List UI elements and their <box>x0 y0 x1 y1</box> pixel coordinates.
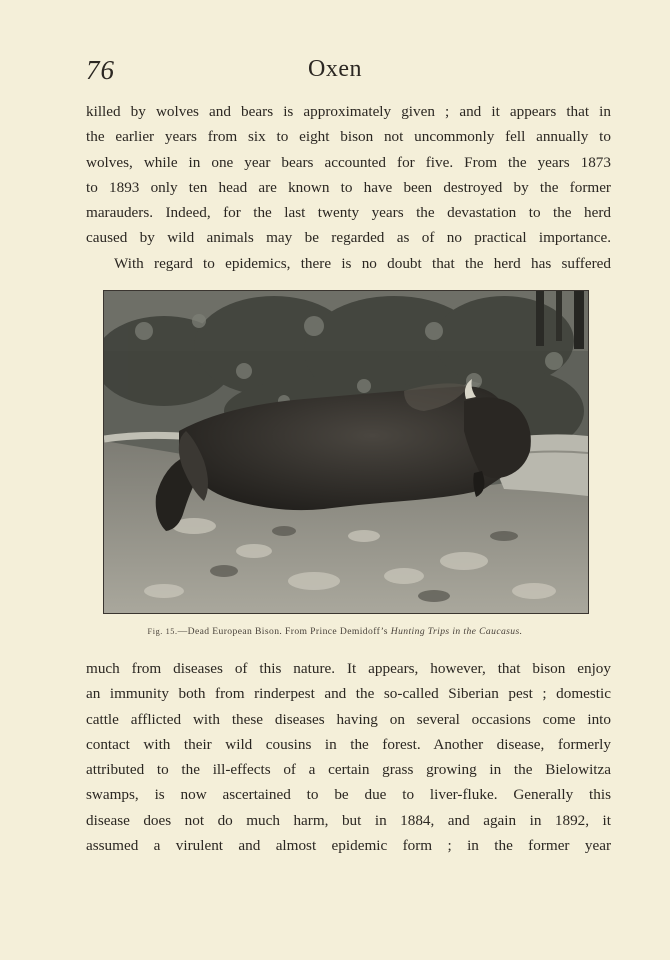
caption-text: Dead European Bison. From Prince Demidoff’s <box>187 626 388 637</box>
text-line: disease does not do much harm, but in 1884, and again in 1892, it <box>86 811 611 829</box>
text-line: wolves, while in one year bears accounted for five. From the years 1873 <box>86 153 611 171</box>
caption-dash: — <box>177 626 188 637</box>
body-text-bottom <box>86 656 611 858</box>
figure-caption <box>0 625 670 639</box>
text-line: caused by wild animals may be regarded as of no practical importance. <box>86 229 611 247</box>
text-line: swamps, is now ascertained to be due to liver-fluke. Generally this <box>86 786 611 804</box>
text-line: much from diseases of this nature. It appears, however, that bison enjoy <box>86 660 611 677</box>
text-line: an immunity both from rinderpest and the so-called Siberian pest ; domestic <box>86 685 611 703</box>
running-head: Oxen <box>308 56 362 82</box>
text-line: killed by wolves and bears is approximately given ; and it appears that in <box>86 103 611 120</box>
text-line: attributed to the ill-effects of a certain grass growing in the Bielowitza <box>86 761 611 779</box>
text-line: the earlier years from six to eight bison not uncommonly fell annually to <box>86 128 611 146</box>
figure-label: Fig. 15. <box>147 627 178 636</box>
page-number: 76 <box>86 55 115 85</box>
caption-book-title: Hunting Trips in the Caucasus. <box>390 626 523 637</box>
bison-photo-illustration <box>104 291 588 613</box>
text-line: assumed a virulent and almost epidemic form ; in the former year <box>86 837 611 855</box>
text-line: contact with their wild cousins in the forest. Another disease, formerly <box>86 735 611 753</box>
text-line: With regard to epidemics, there is no doubt that the herd has suffered <box>114 254 611 272</box>
text-line: cattle afflicted with these diseases having on several occasions come into <box>86 710 611 728</box>
bison-photograph <box>103 290 589 614</box>
text-line: marauders. Indeed, for the last twenty years the devastation to the herd <box>86 204 611 222</box>
text-line: to 1893 only ten head are known to have been destroyed by the former <box>86 178 611 196</box>
body-text-top <box>86 99 611 276</box>
